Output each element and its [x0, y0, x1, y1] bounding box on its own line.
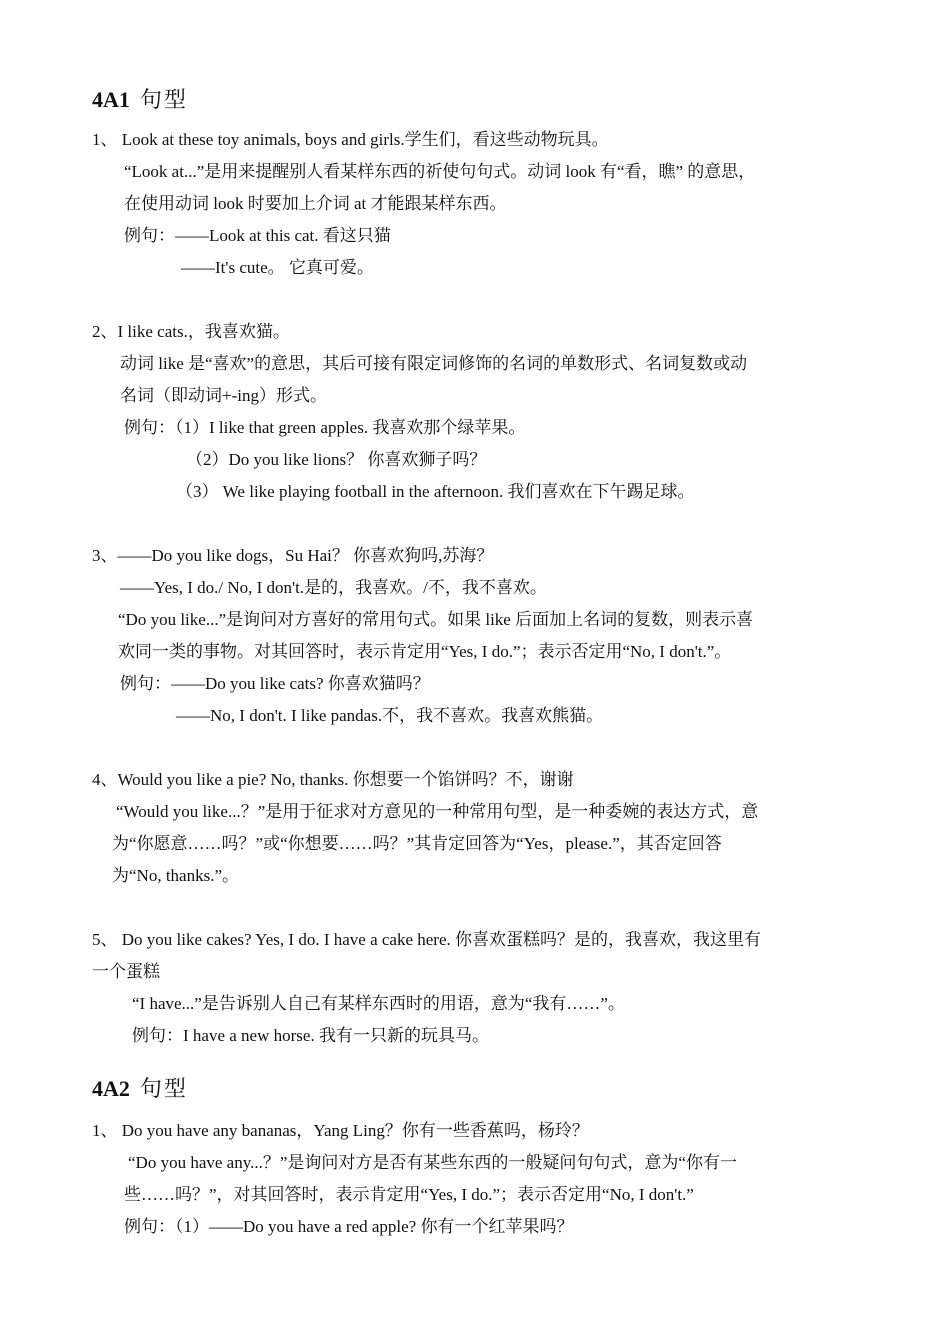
item-2-example-1: 例句：（1）I like that green apples. 我喜欢那个绿苹果。 — [124, 418, 526, 437]
item-1-explanation-line-2: 在使用动词 look 时要加上介词 at 才能跟某样东西。 — [124, 194, 507, 213]
item-3-question: 3、——Do you like dogs，Su Hai？ 你喜欢狗吗,苏海？ — [92, 546, 494, 565]
item-2-explanation-line-1: 动词 like 是“喜欢”的意思，其后可接有限定词修饰的名词的单数形式、名词复数或动 — [120, 354, 748, 373]
item-4-explanation-line-1: “Would you like...？”是用于征求对方意见的一种常用句型，是一种委婉的表达方式，意 — [116, 802, 759, 821]
item-5-example: 例句：I have a new horse. 我有一只新的玩具马。 — [132, 1026, 489, 1045]
item-5-explanation: “I have...”是告诉别人自己有某样东西时的用语，意为“我有……”。 — [132, 994, 625, 1013]
item-5-sentence-line-1: 5、 Do you like cakes? Yes, I do. I have a cake here. 你喜欢蛋糕吗？是的，我喜欢，我这里有 — [92, 930, 762, 949]
section-title: 句型 — [139, 1076, 188, 1101]
item-1-explanation-line-1: “Look at...”是用来提醒别人看某样东西的祈使句句式。动词 look 有“看，瞧” 的意思， — [124, 162, 756, 181]
item-4-sentence: 4、Would you like a pie? No, thanks. 你想要一个馅饼吗？不，谢谢 — [92, 770, 574, 789]
section-heading-4a1 — [92, 86, 188, 114]
section-code: 4A2 — [92, 1076, 130, 1101]
item-4-explanation-line-2: 为“你愿意……吗？”或“你想要……吗？”其肯定回答为“Yes，please.”，其否定回答 — [112, 834, 722, 853]
item-3-example-1: 例句：——Do you like cats? 你喜欢猫吗？ — [120, 674, 430, 693]
item-1-sentence: 1、 Look at these toy animals, boys and girls.学生们，看这些动物玩具。 — [92, 130, 609, 149]
item-1-example-1: 例句：——Look at this cat. 看这只猫 — [124, 226, 391, 245]
item-5-sentence-line-2: 一个蛋糕 — [92, 962, 160, 981]
section-code: 4A1 — [92, 87, 130, 112]
item-2-example-2: （2）Do you like lions？ 你喜欢狮子吗？ — [186, 450, 487, 469]
item-4a2-1-explanation-line-1: “Do you have any...？”是询问对方是否有某些东西的一般疑问句句式，意为“你有一 — [128, 1153, 737, 1172]
section-heading-4a2 — [92, 1075, 188, 1103]
item-3-example-2: ——No, I don't. I like pandas.不，我不喜欢。我喜欢熊猫。 — [176, 706, 604, 725]
item-3-answer: ——Yes, I do./ No, I don't.是的，我喜欢。/不，我不喜欢。 — [120, 578, 547, 597]
item-1-example-2: ——It's cute。 它真可爱。 — [181, 258, 374, 277]
item-4a2-1-explanation-line-2: 些……吗？”，对其回答时，表示肯定用“Yes, I do.”；表示否定用“No, I don't.” — [124, 1185, 694, 1204]
item-4a2-1-example-1: 例句：（1）——Do you have a red apple? 你有一个红苹果吗？ — [124, 1217, 574, 1236]
item-2-example-3: （3） We like playing football in the afternoon. 我们喜欢在下午踢足球。 — [176, 482, 695, 501]
item-3-explanation-line-2: 欢同一类的事物。对其回答时，表示肯定用“Yes, I do.”；表示否定用“No, I don't.”。 — [118, 642, 732, 661]
item-2-explanation-line-2: 名词（即动词+-ing）形式。 — [120, 386, 327, 405]
item-3-explanation-line-1: “Do you like...”是询问对方喜好的常用句式。如果 like 后面加上名词的复数，则表示喜 — [118, 610, 754, 629]
section-title: 句型 — [139, 87, 188, 112]
item-4a2-1-sentence: 1、 Do you have any bananas，Yang Ling？你有一些香蕉吗，杨玲？ — [92, 1121, 589, 1140]
item-4-explanation-line-3: 为“No, thanks.”。 — [112, 866, 240, 885]
item-2-sentence: 2、I like cats.，我喜欢猫。 — [92, 322, 290, 341]
